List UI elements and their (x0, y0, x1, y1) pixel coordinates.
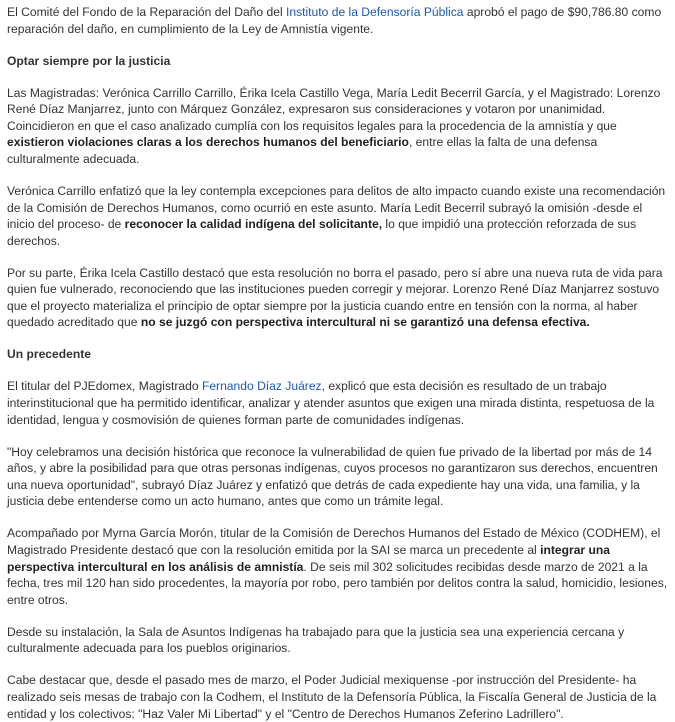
text: lo que impidió una protección reforzada de sus derechos. (7, 217, 637, 248)
bold-text: existieron violaciones claras a los derechos humanos del beneficiario (7, 135, 409, 150)
paragraph-magistradas (7, 85, 669, 168)
text: El Comité del Fondo de la Reparación del Daño del (7, 5, 286, 19)
bold-text: no se juzgó con perspectiva intercultural ni se garantizó una defensa efectiva. (140, 315, 590, 330)
text: Verónica Carrillo enfatizó que la ley contempla excepciones para delitos de alto impacto cuando existe una recomendación de la Comisión de Derechos Humanos, como ocurrió en este asunto. María Ledit Becerril subrayó la omisión -desde el inicio del proceso- de (7, 183, 666, 232)
paragraph-reparacion (7, 4, 669, 37)
heading-optar-justicia: Optar siempre por la justicia (7, 53, 171, 68)
paragraph-mesas: Cabe destacar que, desde el pasado mes de marzo, el Poder Judicial mexiquense -por instrucción del Presidente- ha realizado seis mesas de trabajo con la Codhem, el Instituto de la Defensoría Pública, la Fiscalía General de Justicia de la entidad y los colectivos: "Haz Valer Mi Libertad" y el "Centro de Derechos Humanos Zeferino Ladrillero". (7, 673, 657, 721)
text: aprobó el pago de $90,786.80 como reparación del daño, en cumplimiento de la Ley de Amnistía vigente. (7, 5, 662, 36)
paragraph-titular (7, 378, 669, 428)
text: , entre ellas la falta de una defensa culturalmente adecuada. (7, 135, 598, 166)
text: El titular del PJEdomex, Magistrado (7, 379, 202, 394)
text: Por su parte, Érika Icela Castillo destacó que esta resolución no borra el pasado, pero sí abre una nueva ruta de vida para quien fue vulnerado, reconociendo que las instituciones pueden corregir y mejorar. Lorenzo René Díaz Manjarrez sostuvo que el proyecto materializa el principio de optar siempre por la justicia cuando entre en tensión con la norma, al haber quedado acreditado que (7, 265, 663, 330)
bold-text: reconocer la calidad indígena del solicitante, (124, 217, 383, 232)
paragraph-veronica (7, 183, 669, 249)
paragraph-erika (7, 265, 669, 331)
text: Las Magistradas: Verónica Carrillo Carrillo, Érika Icela Castillo Vega, María Ledit Becerril García, y el Magistrado: Lorenzo René Díaz Manjarrez, junto con Márquez González, expresaron sus consideraciones y votaron por unanimidad. Coincidieron en que el caso analizado cumplía con los requisitos legales para la procedencia de la amnistía y que (7, 85, 661, 133)
paragraph-sala: Desde su instalación, la Sala de Asuntos Indígenas ha trabajado para que la justicia sea una experiencia cercana y culturalmente adecuada para los pueblos originarios. (7, 624, 625, 656)
heading-un-precedente: Un precedente (7, 347, 92, 362)
text: . De seis mil 302 solicitudes recibidas desde marzo de 2021 a la fecha, tres mil 120 han sido procedentes, la mayoría por robo, pero también por delitos contra la salud, homicidio, lesiones, entre otros. (7, 559, 668, 607)
paragraph-codhem (7, 525, 669, 608)
article-body (0, 4, 669, 722)
link-fernando-diaz[interactable]: Fernando Díaz Juárez (201, 379, 322, 394)
text: , explicó que esta decisión es resultado de un trabajo interinstitucional que ha permitido identificar, analizar y atender asuntos que exigen una mirada distinta, respetuosa de la identidad, lengua y cosmovisión de quienes forman parte de comunidades indígenas. (7, 379, 655, 427)
bold-text: integrar una perspectiva intercultural en los análisis de amnistía (7, 542, 610, 574)
link-instituto-defensoria[interactable]: Instituto de la Defensoría Pública (286, 5, 464, 19)
paragraph-quote: "Hoy celebramos una decisión histórica que reconoce la vulnerabilidad de quien fue privado de la libertad por más de 14 años, y abre la posibilidad para que otras personas indígenas, cuyos procesos no garantizaron sus derechos, encuentren una nueva oportunidad", subrayó Díaz Juárez y enfatizó que detrás de cada expediente hay una vida, una familia, y la justicia debe entenderse como un acto humano, antes que como un trámite legal. (7, 444, 658, 509)
text: Acompañado por Myrna García Morón, titular de la Comisión de Derechos Humanos del Estado de México (CODHEM), el Magistrado Presidente destacó que con la resolución emitida por la SAI se marca un precedente al (7, 526, 661, 557)
